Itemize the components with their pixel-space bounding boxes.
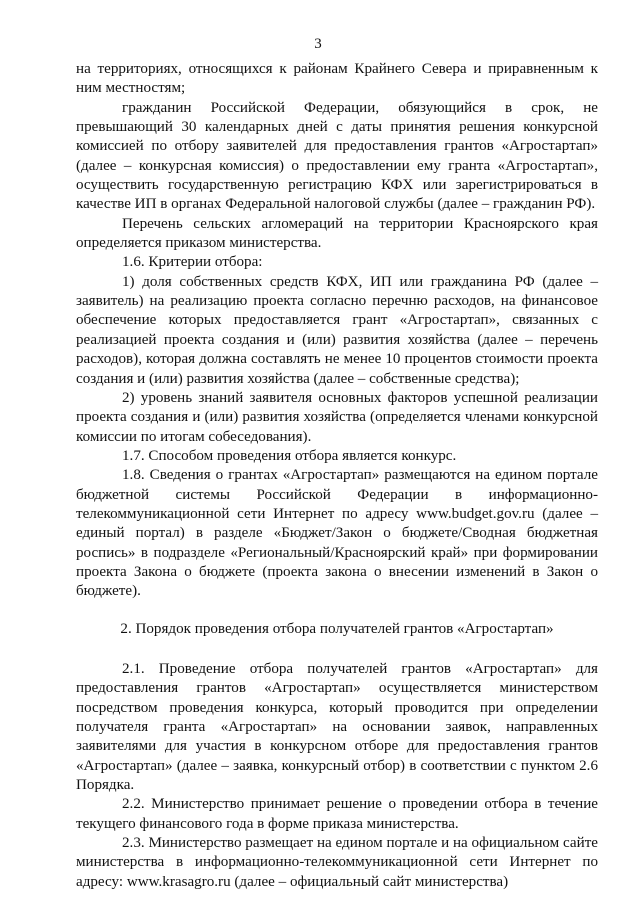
paragraph: 1) доля собственных средств КФХ, ИП или гражданина РФ (далее – заявитель) на реализацию проекта согласно перечню расходов, на финансовое обеспечение которых предоставляется грант «Агростартап», связанных с реализацией проекта создания и (или) развития хозяйства (далее – перечень расходов), которая должна составлять не менее 10 процентов стоимости проекта создания и (или) развития хозяйства (далее – собственные средства); — [76, 273, 598, 387]
paragraph: 2.1. Проведение отбора получателей грантов «Агростартап» для предоставления грантов «Агростартап» осуществляется министерством посредством проведения конкурса, который проводится при определении получателя гранта «Агростартап» на основании заявок, направленных заявителями для участия в конкурсном отборе для предоставления грантов «Агростартап» (далее – заявка, конкурсный отбор) в соответствии с пунктом 2.6 Порядка. — [76, 660, 598, 794]
paragraph: 2.3. Министерство размещает на едином портале и на официальном сайте министерства в информационно-телекоммуникационной сети Интернет по адресу: www.krasagro.ru (далее – официальный сайт министерства) — [76, 835, 598, 890]
page-number: 3 — [314, 36, 322, 52]
paragraph: 2.2. Министерство принимает решение о проведении отбора в течение текущего финансового года в форме приказа министерства. — [76, 796, 598, 832]
paragraph: на территориях, относящихся к районам Крайнего Севера и приравненным к ним местностям; — [76, 61, 598, 97]
paragraph: гражданин Российской Федерации, обязующийся в срок, не превышающий 30 календарных дней с даты принятия решения конкурсной комиссией по отбору заявителей для предоставления грантов «Агростартап» (далее – конкурсная комиссия) о предоставлении ему гранта «Агростартап», осуществить государственную регистрацию КФХ или зарегистрироваться в качестве ИП в органах Федеральной налоговой службы (далее – гражданин РФ). — [76, 99, 598, 213]
paragraph: 1.7. Способом проведения отбора является конкурс. — [122, 447, 457, 464]
paragraph: 1.8. Сведения о грантах «Агростартап» размещаются на едином портале бюджетной системы Российской Федерации в информационно-телекоммуникационной сети Интернет по адресу www.budget.gov.ru (далее – единый портал) в разделе «Бюджет/Закон о бюджете/Сводная бюджетная роспись» в подразделе «Региональный/Красноярский край» при формировании проекта Закона о бюджете (проекта закона о внесении изменений в Закон о бюджете). — [76, 467, 598, 600]
section-heading: 2. Порядок проведения отбора получателей грантов «Агростартап» — [120, 620, 554, 637]
paragraph: Перечень сельских агломераций на территории Красноярского края определяется приказом министерства. — [76, 215, 598, 252]
document-body — [76, 60, 598, 892]
paragraph: 1.6. Критерии отбора: — [122, 254, 263, 271]
paragraph: 2) уровень знаний заявителя основных факторов успешной реализации проекта создания и (или) развития хозяйства (определяется членами конкурсной комиссии по итогам собеседования). — [76, 389, 598, 445]
